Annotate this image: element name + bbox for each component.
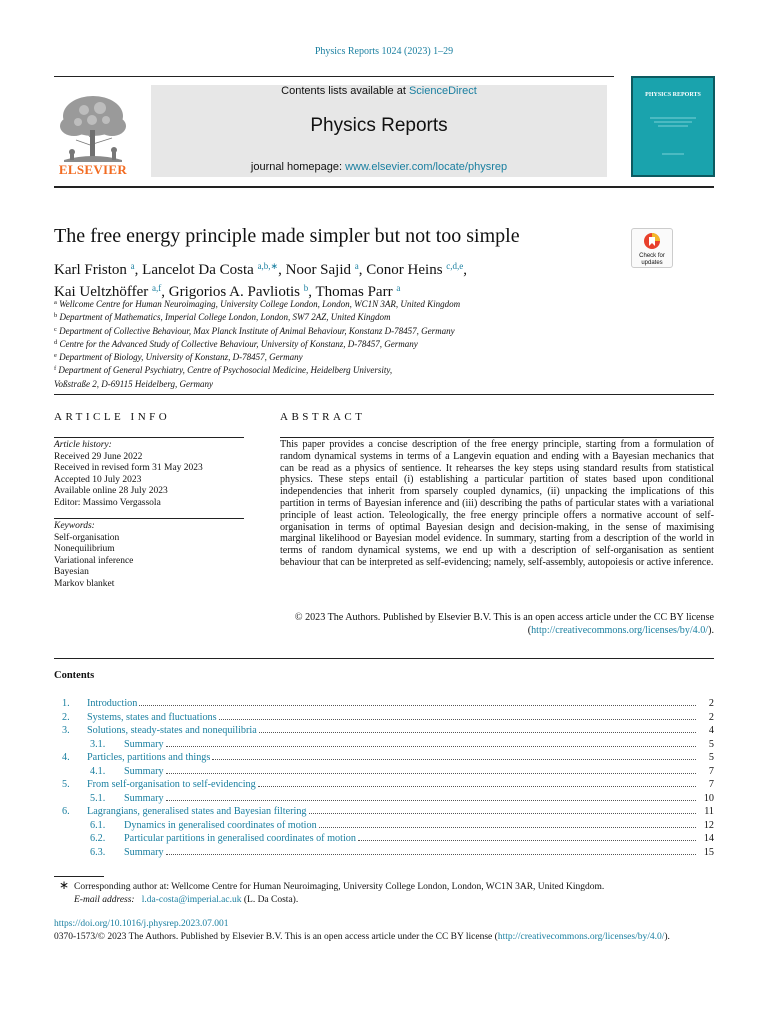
toc-entry[interactable] — [54, 805, 714, 819]
author-affiliation-marker[interactable]: a,f — [152, 283, 162, 293]
toc-entry[interactable] — [54, 846, 714, 860]
doi-link[interactable]: https://doi.org/10.1016/j.physrep.2023.07.001 — [54, 919, 229, 929]
journal-reference[interactable]: Physics Reports 1024 (2023) 1–29 — [314, 46, 454, 57]
corresponding-author-footnote — [54, 879, 714, 906]
toc-leader — [212, 759, 696, 760]
abstract-rule — [280, 437, 714, 438]
footnote-star: ∗ — [58, 878, 70, 892]
author-name[interactable]: Conor Heins — [366, 262, 443, 278]
author-name[interactable]: Lancelot Da Costa — [142, 262, 254, 278]
affiliation-key: a — [54, 299, 57, 306]
affiliation-key: d — [54, 338, 58, 346]
affiliation — [54, 350, 654, 363]
author-affiliation-marker[interactable]: c,d,e — [446, 261, 464, 271]
license-suffix: ). — [664, 932, 670, 942]
author-affiliation-marker[interactable]: b — [303, 283, 309, 293]
toc-number: 6. — [62, 806, 70, 817]
abstract-text: This paper provides a concise description of the free energy principle, starting from a formulation of random dynamical systems in terms of a Langevin equation and ending with a Bayesian mechanics that can be read as a physics of sentience. It rehearses the key steps using standard results from statistical physics. These steps entail (i) establishing a particular partition of states based upon conditional independencies that inherit from sparsely coupled dynamics, (ii) unpacking the implications of this partition in terms of Bayesian inference and (iii) describing the paths of particular states with a variational principle of least action. Teleologically, the free energy principle offers a normative account of self-organisation in terms of optimal Bayesian design and decision-making, in the sense of maximising marginal likelihood or Bayesian model evidence. In summary, starting from a description of the world in terms of random dynamical systems, we end up with a description of self-organisation as sentient behaviour that can be interpreted as self-evidencing; namely, self-assembly, autopoiesis or active inference. — [280, 439, 714, 568]
toc-leader — [319, 827, 696, 828]
journal-name: Physics Reports — [310, 115, 448, 136]
info-rule-middle — [54, 518, 244, 519]
copyright-suffix: ). — [708, 624, 714, 636]
affiliation-key: f — [54, 365, 57, 373]
toc-entry[interactable] — [54, 724, 714, 738]
toc-number: 5.1. — [90, 792, 106, 804]
affiliation-text: Centre for the Advanced Study of Collective Behaviour, University of Konstanz, D-78457, Germany — [59, 338, 418, 349]
toc-leader — [358, 840, 696, 841]
license-prefix: 0370-1573/© 2023 The Authors. Published by Elsevier B.V. This is an open access article under the CC BY license ( — [54, 932, 498, 942]
affiliation — [54, 310, 654, 323]
author-separator: , — [463, 262, 468, 278]
history-item: Accepted 10 July 2023 — [54, 474, 142, 485]
toc-number: 1. — [62, 698, 70, 709]
affiliation-text: Wellcome Centre for Human Neuroimaging, University College London, London, WC1N 3AR, United Kingdom — [59, 299, 461, 309]
author-affiliation-marker[interactable]: a,b,∗ — [257, 261, 279, 271]
toc-leader — [258, 786, 696, 787]
author-list — [54, 257, 634, 301]
toc-label[interactable]: Particular partitions in generalised coordinates of motion — [124, 833, 356, 844]
keyword: Bayesian — [54, 567, 89, 578]
article-info-heading: ARTICLE INFO — [54, 411, 171, 423]
toc-number: 6.1. — [90, 819, 106, 831]
license-line — [54, 931, 714, 943]
elsevier-wordmark[interactable]: ELSEVIER — [58, 162, 128, 177]
toc-label[interactable]: Lagrangians, generalised states and Bayesian filtering — [87, 806, 307, 817]
toc-entry[interactable] — [54, 738, 714, 752]
affiliation-key: c — [54, 325, 57, 333]
history-item: Available online 28 July 2023 — [54, 486, 168, 497]
footnote-rule — [54, 876, 104, 877]
toc-label[interactable]: Dynamics in generalised coordinates of motion — [124, 819, 317, 831]
author-name[interactable]: Noor Sajid — [285, 262, 352, 278]
toc-label[interactable]: Systems, states and fluctuations — [87, 711, 217, 723]
contents-availability — [151, 85, 607, 97]
affiliation-key: b — [54, 312, 58, 320]
toc-page-number: 10 — [703, 792, 714, 804]
toc-leader — [166, 854, 696, 855]
toc-leader — [166, 746, 696, 747]
toc-page-number: 5 — [708, 738, 714, 750]
cc-license-link[interactable]: http://creativecommons.org/licenses/by/4.0/ — [531, 624, 709, 636]
toc-page-number: 11 — [704, 806, 714, 817]
author-separator: , — [134, 262, 143, 278]
toc-label[interactable]: Summary — [124, 846, 164, 858]
toc-number: 2. — [62, 711, 70, 723]
keywords — [54, 521, 244, 591]
history-item: Received 29 June 2022 — [54, 451, 143, 462]
keyword: Variational inference — [54, 555, 134, 566]
affiliation-text: Department of General Psychiatry, Centre of Psychosocial Medicine, Heidelberg University, — [58, 365, 393, 376]
toc-number: 5. — [62, 779, 70, 790]
journal-homepage — [151, 161, 607, 173]
contents-prefix: Contents lists available at — [281, 85, 406, 97]
toc-leader — [139, 705, 696, 706]
author-separator: , — [161, 284, 169, 300]
author-affiliation-marker[interactable]: a — [130, 261, 135, 271]
toc-leader — [219, 719, 696, 720]
sciencedirect-link[interactable]: ScienceDirect — [408, 85, 477, 97]
author-name[interactable]: Grigorios A. Pavliotis — [168, 284, 301, 300]
abstract-copyright — [280, 612, 714, 637]
toc-page-number: 2 — [708, 698, 714, 709]
history-item: Editor: Massimo Vergassola — [54, 497, 161, 508]
affiliation-text: Department of Collective Behaviour, Max Planck Institute of Animal Behaviour, Konstanz D-78457, Germany — [59, 325, 455, 336]
toc-page-number: 7 — [708, 779, 714, 790]
toc-page-number: 7 — [708, 765, 714, 777]
affiliation — [54, 324, 654, 337]
toc-number: 3. — [62, 725, 70, 736]
keywords-label: Keywords: — [54, 521, 95, 531]
author-name[interactable]: Karl Friston — [54, 262, 127, 278]
email-label: E-mail address: — [74, 894, 135, 905]
toc-entry[interactable] — [54, 819, 714, 833]
abstract-heading: ABSTRACT — [280, 411, 366, 423]
toc-entry[interactable] — [54, 832, 714, 846]
toc-entry[interactable] — [54, 792, 714, 806]
toc-leader — [309, 813, 696, 814]
author-name[interactable]: Thomas Parr — [315, 284, 393, 300]
toc-page-number: 14 — [703, 833, 714, 844]
toc-leader — [166, 800, 696, 801]
toc-entry[interactable] — [54, 751, 714, 765]
toc-number: 4.1. — [90, 765, 106, 777]
copyright-prefix: © 2023 The Authors. Published by Elsevier B.V. This is an open access article under the CC BY license ( — [294, 612, 714, 636]
keyword: Markov blanket — [54, 578, 115, 589]
toc-label[interactable]: Summary — [124, 765, 164, 777]
toc-number: 3.1. — [90, 738, 106, 750]
keyword: Nonequilibrium — [54, 544, 115, 555]
affiliation — [54, 377, 654, 390]
toc-entry[interactable] — [54, 765, 714, 779]
toc-leader — [166, 773, 696, 774]
cover-text-lines — [640, 104, 706, 164]
info-rule-top — [54, 437, 244, 438]
toc-label[interactable]: Summary — [124, 738, 164, 750]
affiliation-text: Department of Mathematics, Imperial College London, London, SW7 2AZ, United Kingdom — [59, 312, 391, 323]
cover-title: PHYSICS REPORTS — [645, 92, 701, 98]
toc-label[interactable]: Summary — [124, 792, 164, 804]
author-separator: , — [308, 284, 316, 300]
toc-page-number: 2 — [708, 711, 714, 723]
author-affiliation-marker[interactable]: a — [396, 283, 401, 293]
toc-page-number: 12 — [703, 819, 714, 831]
toc-page-number: 15 — [703, 846, 714, 858]
license-link[interactable]: http://creativecommons.org/licenses/by/4.0/ — [497, 932, 665, 942]
toc-entry[interactable] — [54, 711, 714, 725]
toc-entry[interactable] — [54, 697, 714, 711]
keyword: Self-organisation — [54, 532, 120, 543]
corresponding-text: Corresponding author at: Wellcome Centre for Human Neuroimaging, University College London, London, WC1N 3AR, United Kingdom. — [74, 882, 605, 892]
affiliation — [54, 337, 654, 350]
toc-number: 6.2. — [90, 833, 106, 844]
affiliation-list — [54, 297, 654, 390]
toc-entry[interactable] — [54, 778, 714, 792]
toc-label[interactable]: Particles, partitions and things — [87, 752, 211, 763]
contents-heading: Contents — [54, 670, 95, 681]
header-rule — [54, 186, 714, 188]
table-of-contents — [54, 697, 714, 859]
section-rule — [54, 394, 714, 395]
homepage-prefix: journal homepage: — [250, 161, 343, 173]
toc-page-number: 5 — [708, 752, 714, 763]
toc-number: 6.3. — [90, 846, 106, 858]
article-title: The free energy principle made simpler but not too simple — [54, 225, 520, 247]
affiliation-text: Department of Biology, University of Konstanz, D-78457, Germany — [59, 352, 303, 363]
affiliation-key: e — [54, 352, 57, 360]
toc-label[interactable]: Solutions, steady-states and nonequilibria — [87, 725, 257, 736]
toc-label[interactable]: From self-organisation to self-evidencing — [87, 779, 256, 790]
author-separator: , — [278, 262, 286, 278]
check-updates-label: Check for updates — [639, 253, 665, 266]
history-item: Received in revised form 31 May 2023 — [54, 463, 203, 474]
article-history — [54, 440, 244, 510]
author-affiliation-marker[interactable]: a — [354, 261, 359, 271]
toc-number: 4. — [62, 752, 70, 763]
author-name[interactable]: Kai Ueltzhöffer — [54, 284, 149, 300]
homepage-link[interactable]: www.elsevier.com/locate/physrep — [345, 161, 508, 173]
contents-rule — [54, 658, 714, 659]
top-rule — [54, 76, 614, 77]
affiliation-text: Voßstraße 2, D-69115 Heidelberg, Germany — [54, 378, 213, 389]
author-separator: , — [358, 262, 367, 278]
check-updates-icon — [642, 231, 662, 251]
toc-leader — [259, 732, 696, 733]
email-suffix: (L. Da Costa). — [243, 894, 299, 905]
affiliation — [54, 363, 654, 376]
history-label: Article history: — [54, 440, 112, 450]
email-link[interactable]: l.da-costa@imperial.ac.uk — [141, 894, 242, 905]
toc-label[interactable]: Introduction — [87, 698, 138, 709]
affiliation — [54, 297, 654, 310]
toc-page-number: 4 — [708, 725, 714, 736]
